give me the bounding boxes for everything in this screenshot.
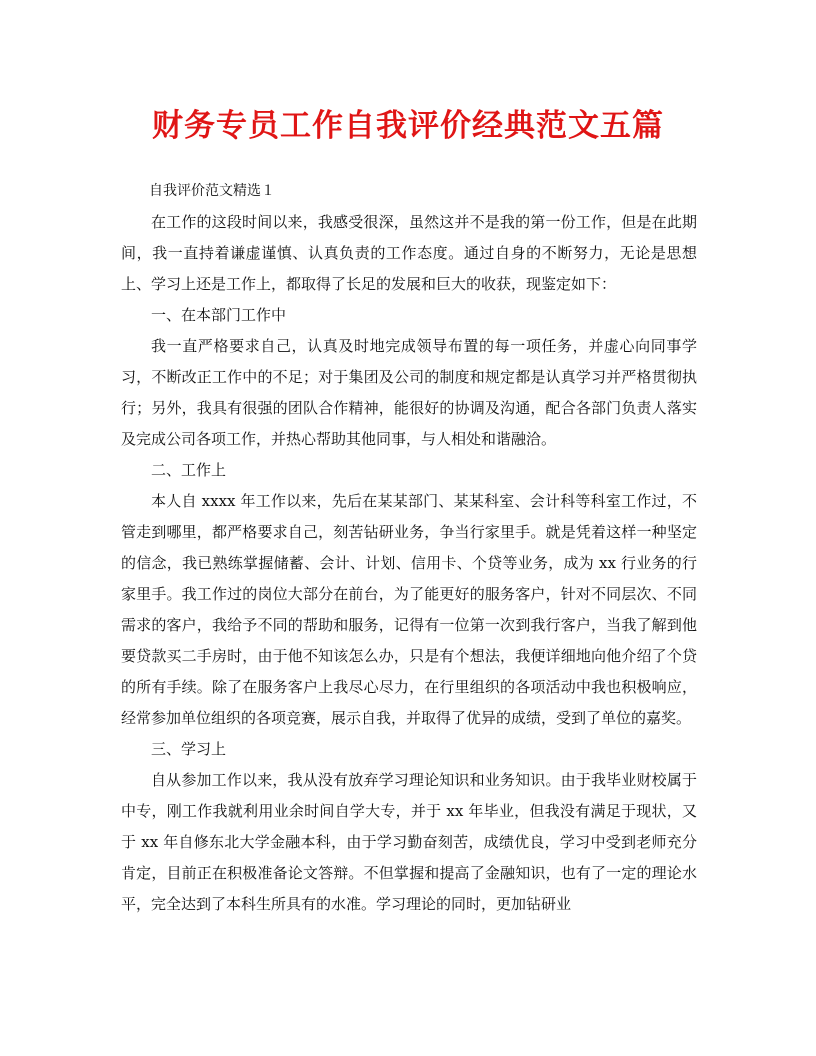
paragraph-department: 我一直严格要求自己，认真及时地完成领导布置的每一项任务，并虚心向同事学习，不断改正工作中的不足；对于集团及公司的制度和规定都是认真学习并严格贯彻执行；另外，我具有很强的团队合作精神，能很好的协调及沟通，配合各部门负责人落实及完成公司各项工作，并热心帮助其他同事，与人相处和谐融洽。 (121, 337, 697, 448)
paragraph-work: 本人自 xxxx 年工作以来，先后在某某部门、某某科室、会计科等科室工作过，不管走到哪里，都严格要求自己，刻苦钻研业务，争当行家里手。就是凭着这样一种坚定的信念，我已熟练掌握储蓄、会计、计划、信用卡、个贷等业务，成为 xx 行业务的行家里手。我工作过的岗位大部分在前台，为了能更好的服务客户，针对不同层次、不同需求的客户，我给予不同的帮助和服务，记得有一位第一次到我行客户，当我了解到他要贷款买二手房时，由于他不知该怎么办，只是有个想法，我便详细地向他介绍了个贷的所有手续。除了在服务客户上我尽心尽力，在行里组织的各项活动中我也积极响应，经常参加单位组织的各项竞赛，展示自我，并取得了优异的成绩，受到了单位的嘉奖。 (121, 492, 697, 727)
paragraph-intro: 在工作的这段时间以来，我感受很深，虽然这并不是我的第一份工作，但是在此期间，我一直持着谦虚谨慎、认真负责的工作态度。通过自身的不断努力，无论是思想上、学习上还是工作上，都取得了长足的发展和巨大的收获，现鉴定如下： (121, 213, 697, 293)
section-heading-department: 一、在本部门工作中 (151, 306, 287, 324)
paragraph-study: 自从参加工作以来，我从没有放弃学习理论知识和业务知识。由于我毕业财校属于中专，刚工作我就利用业余时间自学大专，并于 xx 年毕业，但我没有满足于现状，又于 xx 年自修东北大学金融本科，由于学习勤奋刻苦，成绩优良，学习中受到老师充分肯定，目前正在积极准备论文答辩。不但掌握和提高了金融知识，也有了一定的理论水平，完全达到了本科生所具有的水准。学习理论的同时，更加钻研业 (121, 771, 697, 913)
document-body (121, 176, 697, 920)
section-heading-work: 二、工作上 (151, 461, 227, 479)
section-label: 自我评价范文精选１ (149, 183, 275, 199)
document-title: 财务专员工作自我评价经典范文五篇 (152, 108, 664, 144)
section-heading-study: 三、学习上 (151, 740, 227, 758)
